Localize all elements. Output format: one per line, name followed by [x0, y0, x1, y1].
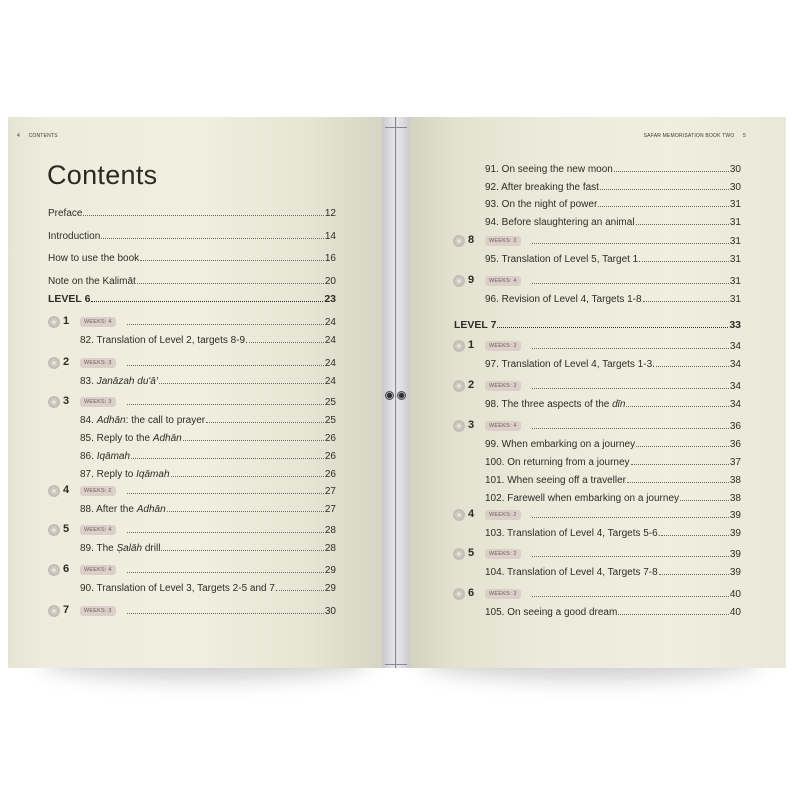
- page-number: 33: [729, 319, 741, 331]
- toc-entry[interactable]: [80, 580, 336, 594]
- dot-leader: [183, 439, 324, 441]
- target-icon: [453, 509, 465, 521]
- label-text: 102. Farewell when embarking on a journey: [485, 493, 679, 504]
- label-italic: Adhān: [136, 504, 166, 515]
- toc-entry-label: [485, 164, 613, 175]
- target-number: 6: [468, 587, 475, 599]
- dot-leader: [127, 612, 324, 614]
- label-text: 99. When embarking on a journey: [485, 439, 636, 450]
- dot-leader: [656, 365, 729, 367]
- page-number: 31: [729, 254, 741, 265]
- dot-leader: [636, 445, 729, 447]
- toc-entry-label: [485, 607, 617, 618]
- toc-entry-label: [485, 567, 658, 578]
- dot-leader: [101, 237, 324, 239]
- toc-entry[interactable]: [485, 161, 741, 175]
- page-number: 40: [729, 607, 741, 618]
- dot-leader: [279, 589, 324, 591]
- page-number: 31: [729, 236, 741, 247]
- page-number: 30: [324, 606, 336, 617]
- page-number: 30: [729, 164, 741, 175]
- target-header[interactable]: [485, 338, 741, 352]
- toc-entry-label: [80, 376, 158, 387]
- page-number: 12: [324, 208, 336, 219]
- toc-entry[interactable]: [80, 448, 336, 462]
- page-number: 31: [729, 294, 741, 305]
- target-header[interactable]: [485, 233, 741, 247]
- label-text: 94. Before slaughtering an animal: [485, 216, 635, 228]
- target-header[interactable]: [80, 562, 336, 576]
- target-number: 3: [63, 395, 70, 407]
- target-header[interactable]: [80, 522, 336, 536]
- target-header[interactable]: [80, 394, 336, 408]
- target-icon: [48, 357, 60, 369]
- toc-entry-label: [485, 439, 635, 450]
- toc-entry-label: LEVEL 7: [454, 319, 497, 331]
- toc-entry-label: [485, 199, 597, 210]
- toc-entry-label: LEVEL 6: [48, 293, 91, 305]
- dot-leader: [206, 421, 324, 423]
- toc-entry-label: [485, 475, 626, 486]
- toc-entry[interactable]: [485, 564, 741, 578]
- page-number: 23: [324, 293, 336, 305]
- toc-entry-label: [485, 457, 630, 468]
- toc-entry[interactable]: [80, 373, 336, 387]
- page-number: 25: [324, 415, 336, 426]
- page-title: Contents: [47, 160, 158, 190]
- page-number: 26: [324, 469, 336, 480]
- page-number: 34: [729, 341, 741, 352]
- page-number: 39: [729, 510, 741, 521]
- target-number: 4: [468, 508, 475, 520]
- page-number: 34: [729, 381, 741, 392]
- dot-leader: [532, 282, 729, 284]
- toc-entry[interactable]: [80, 412, 336, 426]
- toc-entry-label: [485, 182, 599, 193]
- page-number: 39: [729, 567, 741, 578]
- toc-entry-label: How to use the book: [48, 253, 140, 264]
- label-text: drill: [142, 543, 161, 554]
- toc-entry-label: Note on the Kalimāt: [48, 275, 136, 287]
- dot-leader: [659, 573, 729, 575]
- target-header[interactable]: [485, 273, 741, 287]
- label-text: 96. Revision of Level 4, Targets 1-8: [485, 294, 642, 305]
- target-header[interactable]: [80, 355, 336, 369]
- dot-leader: [627, 481, 729, 483]
- page-number: 39: [729, 549, 741, 560]
- page-number: 16: [324, 253, 336, 264]
- page-number: 28: [324, 543, 336, 554]
- page-number: 38: [729, 493, 741, 504]
- target-number: 4: [63, 484, 70, 496]
- toc-entry[interactable]: [48, 273, 336, 287]
- label-text: 87. Reply to: [80, 469, 137, 480]
- label-text: 84.: [80, 415, 97, 426]
- dot-leader: [614, 170, 729, 172]
- toc-entry-label: [80, 335, 248, 346]
- toc-entry-label: [80, 583, 278, 594]
- target-header[interactable]: [80, 603, 336, 617]
- target-icon: [48, 396, 60, 408]
- toc-entry-label: [485, 294, 642, 305]
- toc-entry[interactable]: [485, 196, 741, 210]
- weeks-badge: WEEKS: 4: [80, 317, 116, 327]
- target-header[interactable]: [485, 378, 741, 392]
- page-number: 38: [729, 475, 741, 486]
- target-number: 2: [63, 356, 70, 368]
- target-icon: [453, 235, 465, 247]
- target-icon: [453, 275, 465, 287]
- dot-leader: [642, 260, 729, 262]
- weeks-badge: WEEKS: 3: [80, 358, 116, 368]
- label-text: 100. On returning from a journey: [485, 457, 630, 468]
- label-text: 97. Translation of Level 4, Targets 1-3.: [485, 359, 655, 370]
- toc-entry-label: [485, 254, 641, 265]
- page-number: 31: [729, 199, 741, 210]
- toc-entry[interactable]: [485, 251, 741, 265]
- page-number: 39: [729, 528, 741, 539]
- dot-leader: [532, 387, 729, 389]
- page-number: 36: [729, 421, 741, 432]
- target-number: 5: [468, 547, 475, 559]
- page-number: 31: [729, 216, 741, 228]
- target-number: 6: [63, 563, 70, 575]
- toc-entry-label: [485, 359, 655, 370]
- target-icon: [453, 380, 465, 392]
- staple-icon: [385, 391, 394, 400]
- page-number: 26: [324, 451, 336, 462]
- label-italic: Ṣalāh: [116, 543, 143, 554]
- spine-fold-line: [395, 117, 396, 668]
- target-number: 1: [63, 315, 70, 327]
- toc-entry[interactable]: [485, 214, 741, 228]
- toc-entry[interactable]: [485, 356, 741, 370]
- weeks-badge: WEEKS: 3: [485, 589, 521, 599]
- label-text: 82. Translation of Level 2, targets 8-9.: [80, 335, 248, 346]
- toc-entry[interactable]: [485, 436, 741, 450]
- page-number: 24: [324, 335, 336, 346]
- target-number: 2: [468, 379, 475, 391]
- target-icon: [48, 485, 60, 497]
- page-number: 36: [729, 439, 741, 450]
- page-number: 37: [729, 457, 741, 468]
- weeks-badge: WEEKS: 3: [80, 397, 116, 407]
- toc-entry-label: [80, 433, 182, 444]
- weeks-badge: WEEKS: 3: [80, 606, 116, 616]
- spine-tick-top: [385, 127, 407, 128]
- page-number: 24: [324, 376, 336, 387]
- label-text: : the call to prayer: [125, 415, 206, 426]
- label-text: 91. On seeing the new moon: [485, 164, 613, 175]
- weeks-badge: WEEKS: 2: [485, 236, 521, 246]
- page-number: 24: [324, 317, 336, 328]
- target-number: 9: [468, 274, 475, 286]
- toc-entry[interactable]: [485, 525, 741, 539]
- toc-entry[interactable]: [80, 466, 336, 480]
- weeks-badge: WEEKS: 3: [485, 381, 521, 391]
- page-number: 20: [324, 275, 336, 287]
- target-number: 8: [468, 234, 475, 246]
- dot-leader: [127, 492, 324, 494]
- dot-leader: [249, 341, 324, 343]
- toc-entry[interactable]: [80, 430, 336, 444]
- label-text: 105. On seeing a good dream: [485, 607, 618, 618]
- toc-entry[interactable]: [80, 501, 336, 515]
- dot-leader: [497, 326, 728, 328]
- target-icon: [453, 588, 465, 600]
- target-header[interactable]: [485, 418, 741, 432]
- dot-leader: [137, 282, 324, 284]
- target-icon: [453, 420, 465, 432]
- level-heading[interactable]: [48, 291, 336, 305]
- page-number: 31: [729, 276, 741, 287]
- right-running-head: [644, 133, 746, 139]
- page-number: 26: [324, 433, 336, 444]
- target-header[interactable]: [80, 314, 336, 328]
- page-number: 40: [729, 589, 741, 600]
- target-header[interactable]: [80, 483, 336, 497]
- label-italic: Iqāmah: [96, 451, 131, 462]
- toc-entry[interactable]: [485, 396, 741, 410]
- toc-entry-label: Preface: [48, 208, 83, 219]
- dot-leader: [91, 300, 323, 302]
- page-number: 27: [324, 486, 336, 497]
- dot-leader: [532, 595, 729, 597]
- label-italic: Adhān: [152, 433, 182, 444]
- weeks-badge: WEEKS: 4: [80, 525, 116, 535]
- target-number: 7: [63, 604, 70, 616]
- target-icon: [48, 564, 60, 576]
- weeks-badge: WEEKS: 3: [485, 341, 521, 351]
- level-heading[interactable]: [454, 317, 741, 331]
- dot-leader: [127, 364, 324, 366]
- right-page-number: 5: [743, 133, 746, 139]
- dot-leader: [161, 549, 323, 551]
- toc-entry[interactable]: [485, 291, 741, 305]
- dot-leader: [131, 457, 324, 459]
- label-italic: dīn: [612, 399, 626, 410]
- dot-leader: [127, 323, 324, 325]
- target-number: 1: [468, 339, 475, 351]
- toc-entry[interactable]: [48, 228, 336, 242]
- left-running-head: [17, 133, 58, 139]
- left-running-head-text: CONTENTS: [28, 133, 58, 139]
- label-text: 93. On the night of power: [485, 199, 598, 210]
- dot-leader: [83, 214, 323, 216]
- toc-entry-label: Introduction: [48, 230, 101, 242]
- toc-entry-label: [80, 504, 166, 515]
- toc-entry[interactable]: [485, 179, 741, 193]
- dot-leader: [159, 382, 324, 384]
- target-number: 3: [468, 419, 475, 431]
- weeks-badge: WEEKS: 4: [485, 276, 521, 286]
- weeks-badge: WEEKS: 4: [485, 421, 521, 431]
- dot-leader: [626, 405, 728, 407]
- dot-leader: [532, 516, 729, 518]
- page-number: 24: [324, 358, 336, 369]
- label-italic: Janāzah du'ā': [96, 376, 158, 387]
- toc-entry[interactable]: [485, 454, 741, 468]
- page-number: 27: [324, 504, 336, 515]
- page-number: 25: [324, 397, 336, 408]
- dot-leader: [600, 188, 729, 190]
- page-number: 29: [324, 583, 336, 594]
- dot-leader: [532, 347, 729, 349]
- label-text: 98. The three aspects of the: [485, 399, 613, 410]
- label-text: 89. The: [80, 543, 117, 554]
- dot-leader: [171, 475, 324, 477]
- page-number: 30: [729, 181, 741, 193]
- page-number: 34: [729, 399, 741, 410]
- dot-leader: [167, 510, 324, 512]
- staple-icon: [397, 391, 406, 400]
- toc-entry[interactable]: [80, 332, 336, 346]
- target-header[interactable]: [485, 586, 741, 600]
- left-page-number: 4: [17, 133, 20, 139]
- label-text: 83.: [80, 376, 97, 387]
- page-number: 28: [324, 525, 336, 536]
- toc-entry[interactable]: [485, 604, 741, 618]
- label-text: 101. When seeing off a traveller: [485, 475, 627, 486]
- dot-leader: [643, 300, 729, 302]
- page-number: 14: [324, 230, 336, 242]
- weeks-badge: WEEKS: 2: [485, 549, 521, 559]
- page-number: 29: [324, 565, 336, 576]
- target-icon: [453, 340, 465, 352]
- dot-leader: [127, 531, 324, 533]
- dot-leader: [532, 242, 729, 244]
- toc-entry-label: [485, 399, 625, 410]
- dot-leader: [598, 205, 729, 207]
- target-number: 5: [63, 523, 70, 535]
- dot-leader: [618, 613, 729, 615]
- target-header[interactable]: [485, 546, 741, 560]
- toc-entry-label: [80, 451, 130, 462]
- dot-leader: [140, 259, 324, 261]
- toc-entry[interactable]: [485, 490, 741, 504]
- weeks-badge: WEEKS: 2: [80, 486, 116, 496]
- label-text: 92. After breaking the fast: [485, 181, 599, 193]
- dot-leader: [127, 403, 324, 405]
- toc-entry[interactable]: [48, 250, 336, 264]
- toc-entry[interactable]: [80, 540, 336, 554]
- dot-leader: [661, 534, 728, 536]
- label-text: 90. Translation of Level 3, Targets 2-5 and 7.: [80, 583, 278, 594]
- target-icon: [48, 316, 60, 328]
- label-text: 88. After the: [80, 504, 137, 515]
- label-text: 103. Translation of Level 4, Targets 5-6.: [485, 528, 661, 539]
- target-icon: [453, 548, 465, 560]
- dot-leader: [631, 463, 729, 465]
- toc-entry-label: [485, 217, 635, 228]
- dot-leader: [532, 427, 729, 429]
- label-text: 95. Translation of Level 5, Target 1.: [485, 254, 642, 265]
- target-icon: [48, 605, 60, 617]
- toc-entry[interactable]: [48, 205, 336, 219]
- target-header[interactable]: [485, 507, 741, 521]
- label-text: 86.: [80, 451, 97, 462]
- page-number: 34: [729, 359, 741, 370]
- toc-entry-label: [80, 469, 170, 480]
- dot-leader: [127, 571, 324, 573]
- toc-entry-label: [80, 415, 205, 426]
- dot-leader: [680, 499, 729, 501]
- label-italic: Adhān: [96, 415, 126, 426]
- label-italic: Iqāmah: [136, 469, 170, 480]
- spine-tick-bottom: [385, 664, 407, 665]
- toc-entry-label: [485, 493, 679, 504]
- label-text: 85. Reply to the: [80, 433, 153, 444]
- label-text: 104. Translation of Level 4, Targets 7-8: [485, 567, 658, 578]
- weeks-badge: WEEKS: 4: [80, 565, 116, 575]
- toc-entry-label: [485, 528, 660, 539]
- dot-leader: [532, 555, 729, 557]
- right-running-head-text: SAFAR MEMORISATION BOOK TWO: [643, 133, 735, 139]
- dot-leader: [636, 223, 729, 225]
- toc-entry-label: [80, 543, 160, 554]
- weeks-badge: WEEKS: 2: [485, 510, 521, 520]
- target-icon: [48, 524, 60, 536]
- toc-entry[interactable]: [485, 472, 741, 486]
